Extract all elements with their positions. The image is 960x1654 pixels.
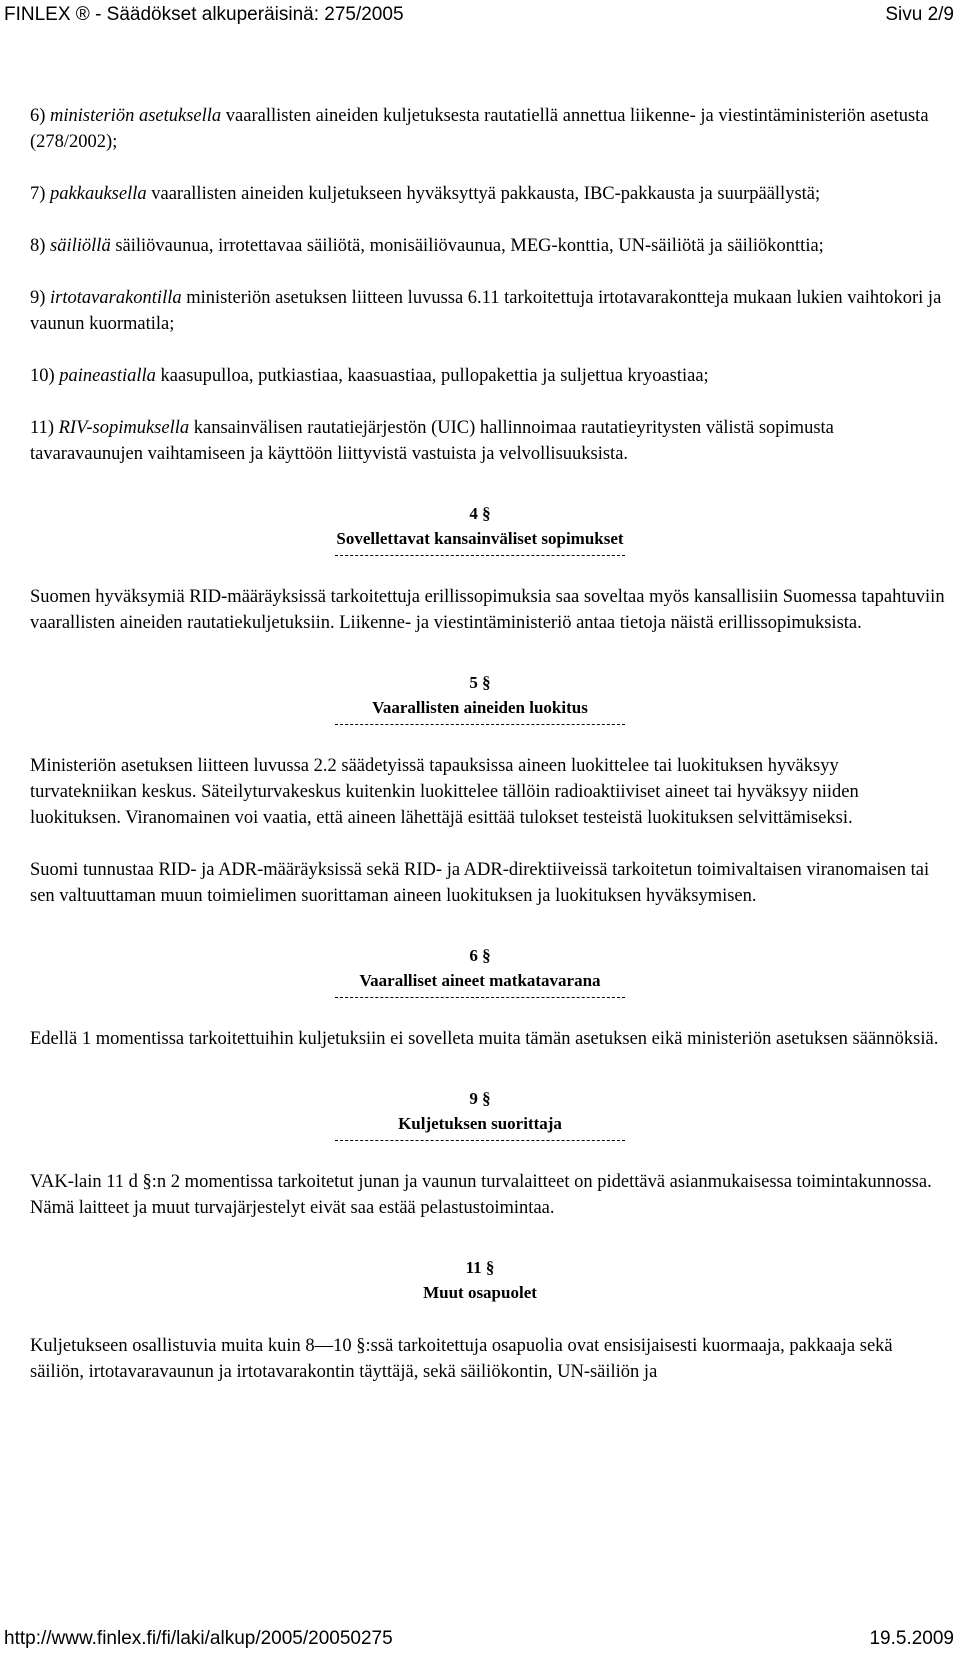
definition-item: 7) pakkauksella vaarallisten aineiden kuljetukseen hyväksyttyä pakkausta, IBC-pakkausta ja suurpäällystä; bbox=[30, 184, 821, 204]
section-heading bbox=[0, 1255, 960, 1305]
section-paragraph: Suomen hyväksymiä RID-määräyksissä tarkoitettuja erillissopimuksia saa soveltaa myös kansallisiin Suomessa tapahtuviin vaarallisten aineiden rautatiekuljetuksiin. Liikenne- ja viestintäministeriö antaa tietoja näistä erillissopimuksista. bbox=[30, 587, 945, 633]
section-number: 11 § bbox=[465, 1258, 495, 1277]
section-title: Vaaralliset aineet matkatavarana bbox=[359, 971, 601, 990]
section-title: Kuljetuksen suorittaja bbox=[398, 1114, 562, 1133]
page-number: Sivu 2/9 bbox=[885, 4, 954, 25]
section-number: 6 § bbox=[469, 946, 491, 965]
section-paragraph: VAK-lain 11 d §:n 2 momentissa tarkoitetut junan ja vaunun turvalaitteet on pidettävä asianmukaisessa toimintakunnossa. Nämä laitteet ja muut turvajärjestelyt eivät saa estää pelastustoimintaa. bbox=[30, 1172, 932, 1218]
definition-item: 11) RIV-sopimuksella kansainvälisen rautatiejärjestön (UIC) hallinnoimaa rautatieyritysten välistä sopimusta tavaravaunujen vaihtamiseen ja käyttöön liittyvistä vastuista ja velvollisuuksista. bbox=[30, 418, 834, 464]
section-paragraph: Suomi tunnustaa RID- ja ADR-määräyksissä sekä RID- ja ADR-direktiiveissä tarkoitetun toimivaltaisen viranomaisen tai sen valtuuttaman muun toimielimen suorittaman aineen luokituksen ja luokituksen hyväksymisen. bbox=[30, 860, 930, 906]
definition-item: 6) ministeriön asetuksella vaarallisten aineiden kuljetuksesta rautatiellä annettua liikenne- ja viestintäministeriön asetusta (278/2002); bbox=[30, 106, 929, 152]
section-heading bbox=[0, 1086, 960, 1141]
section-title: Vaarallisten aineiden luokitus bbox=[372, 698, 588, 717]
section-number: 9 § bbox=[469, 1089, 491, 1108]
section-paragraph: Edellä 1 momentissa tarkoitettuihin kuljetuksiin ei sovelleta muita tämän asetuksen eikä ministeriön asetuksen säännöksiä. bbox=[30, 1029, 939, 1049]
definition-item: 9) irtotavarakontilla ministeriön asetuksen liitteen luvussa 6.11 tarkoitettuja irtotavarakontteja mukaan lukien vaihtokori ja vaunun kuormatila; bbox=[30, 288, 942, 334]
definition-item: 8) säiliöllä säiliövaunua, irrotettavaa säiliötä, monisäiliövaunua, MEG-konttia, UN-säiliötä ja säiliökonttia; bbox=[30, 236, 824, 256]
document-body bbox=[30, 103, 950, 1411]
footer-url[interactable]: http://www.finlex.fi/fi/laki/alkup/2005/20050275 bbox=[4, 1628, 393, 1649]
page-footer bbox=[0, 1624, 960, 1654]
section-heading bbox=[0, 943, 960, 998]
section-paragraph: Kuljetukseen osallistuvia muita kuin 8—10 §:ssä tarkoitettuja osapuolia ovat ensisijaisesti kuormaaja, pakkaaja sekä säiliön, irtotavaravaunun ja irtotavarakontin täyttäjä, sekä säiliökontin, UN-säiliön ja bbox=[30, 1336, 893, 1382]
section-heading bbox=[0, 670, 960, 725]
section-number: 5 § bbox=[469, 673, 491, 692]
definition-item: 10) paineastialla kaasupulloa, putkiastiaa, kaasuastiaa, pullopakettia ja suljettua kryoastiaa; bbox=[30, 366, 709, 386]
section-number: 4 § bbox=[469, 504, 491, 523]
page-header bbox=[0, 0, 960, 36]
section-paragraph: Ministeriön asetuksen liitteen luvussa 2.2 säädetyissä tapauksissa aineen luokittelee tai luokituksen hyväksyy turvatekniikan keskus. Säteilyturvakeskus kuitenkin luokittelee tällöin radioaktiiviset aineet tai hyväksyy niiden luokituksen. Viranomainen voi vaatia, että aineen lähettäjä esittää tulokset testeistä luokituksen selvittämiseksi. bbox=[30, 756, 859, 828]
section-heading bbox=[0, 501, 960, 556]
section-title: Sovellettavat kansainväliset sopimukset bbox=[336, 529, 624, 548]
section-title: Muut osapuolet bbox=[423, 1283, 537, 1302]
document-title: FINLEX ® - Säädökset alkuperäisinä: 275/2005 bbox=[4, 4, 404, 25]
footer-date: 19.5.2009 bbox=[869, 1628, 954, 1649]
